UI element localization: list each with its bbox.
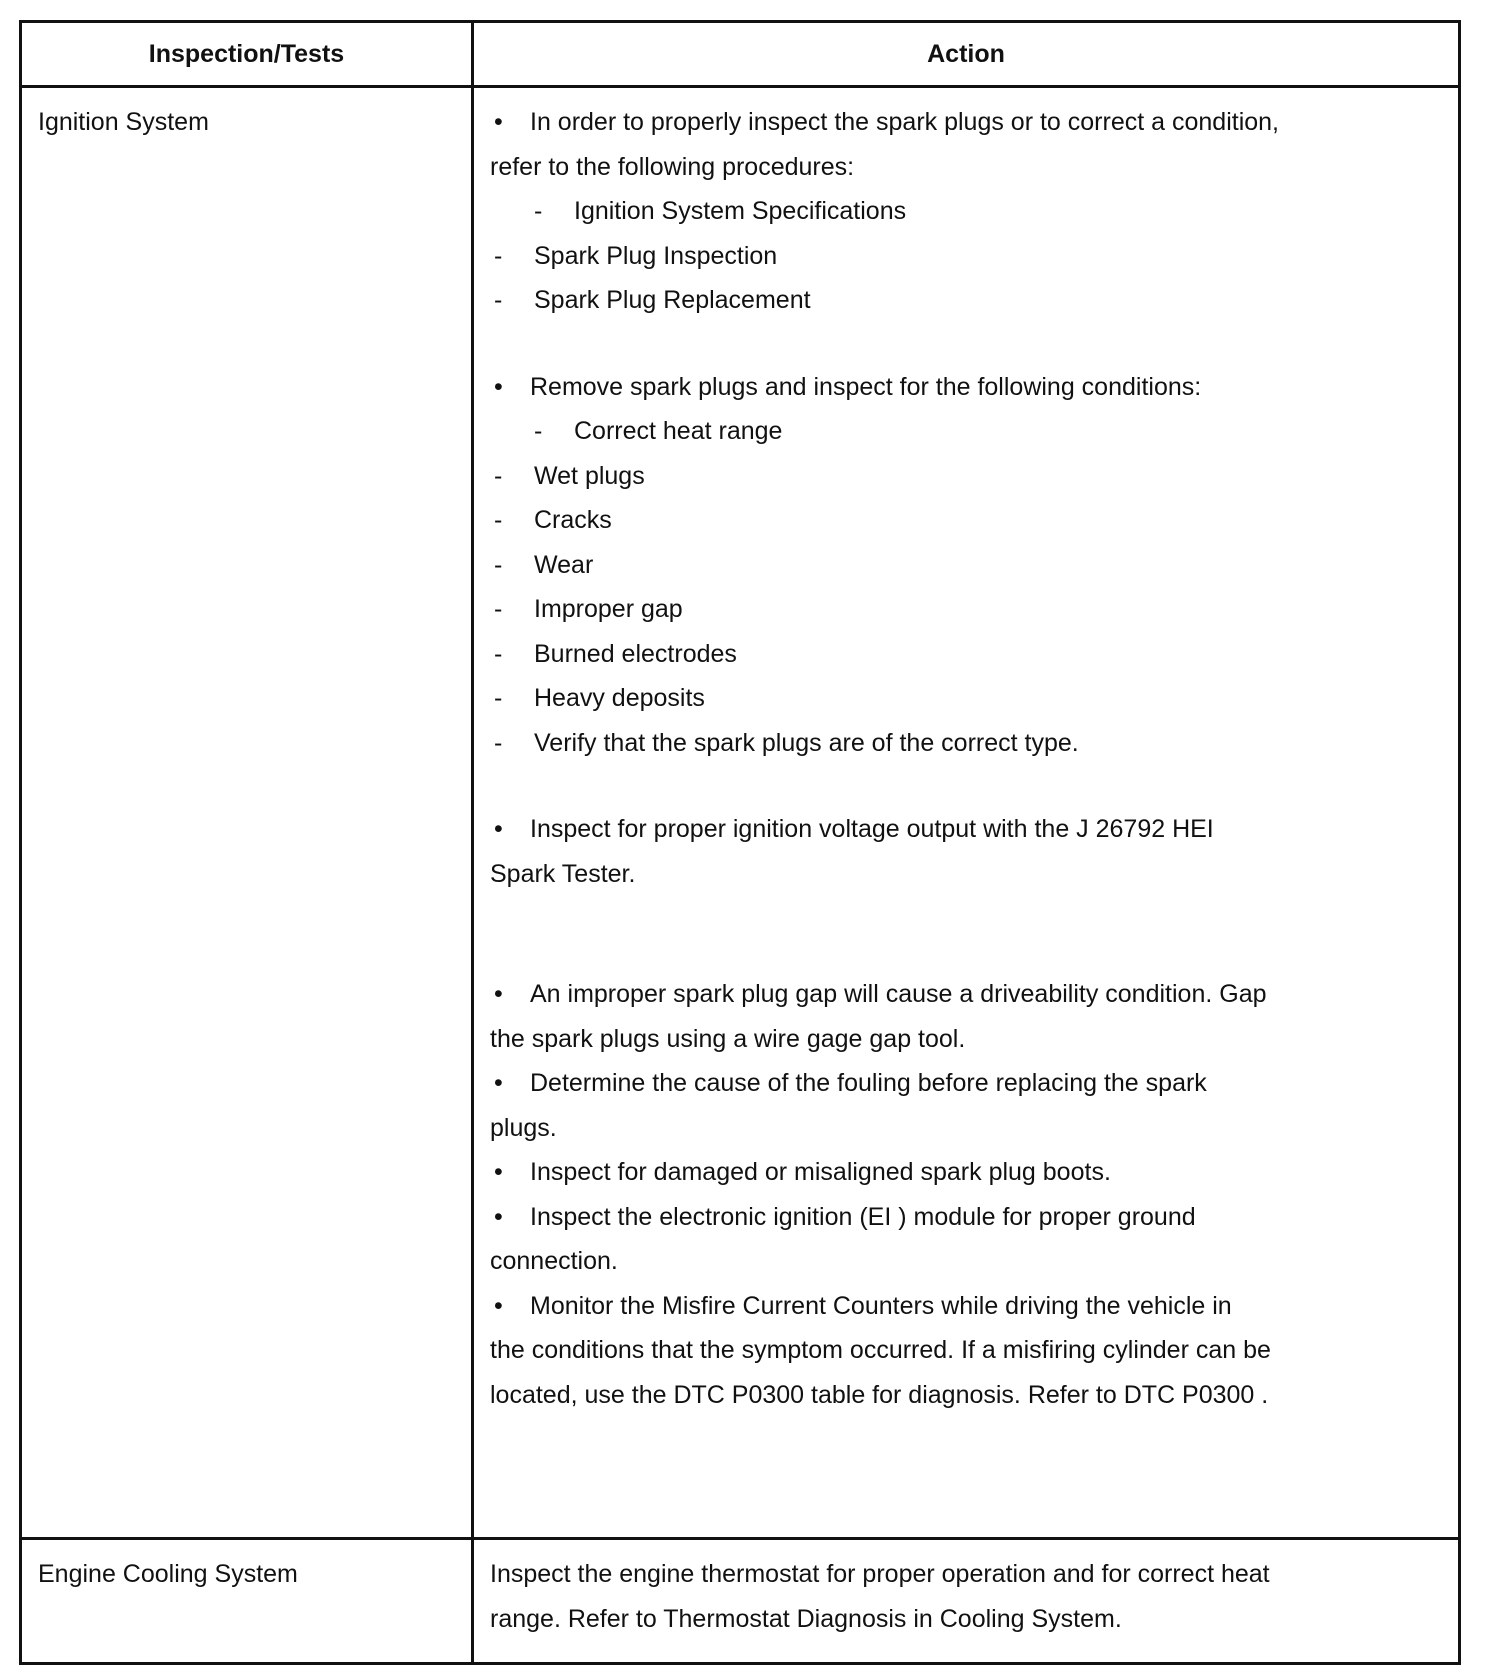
sub-item-text: Wear xyxy=(534,550,594,579)
bullet-text: Inspect for proper ignition voltage output with the J 26792 HEI xyxy=(530,815,1214,843)
sub-item-text: Improper gap xyxy=(534,595,683,623)
sub-item-text: Burned electrodes xyxy=(534,639,737,668)
sub-item-text: Wet plugs xyxy=(534,461,645,490)
bullet-glyph: • xyxy=(494,1158,503,1186)
bullet-glyph: • xyxy=(494,815,503,843)
bullet-text: Inspect for damaged or misaligned spark plug boots. xyxy=(530,1158,1111,1186)
sub-item xyxy=(490,409,1418,454)
bullet-glyph: • xyxy=(494,372,503,401)
cooling-actions xyxy=(473,1539,1460,1664)
sub-item xyxy=(490,676,1418,721)
sub-item xyxy=(490,498,1418,543)
bullet-glyph: • xyxy=(494,1291,503,1320)
ignition-label: Ignition System xyxy=(21,87,473,1539)
list-item xyxy=(490,1195,1418,1240)
sub-item xyxy=(490,587,1418,632)
sub-item xyxy=(490,234,1418,279)
sub-item-text: Heavy deposits xyxy=(534,684,705,712)
ignition-actions xyxy=(473,87,1460,1539)
list-item xyxy=(490,1284,1418,1329)
header-inspection: Inspection/Tests xyxy=(21,22,473,87)
sub-item-text: Ignition System Specifications xyxy=(574,197,907,225)
sub-item-text: Verify that the spark plugs are of the correct type. xyxy=(534,728,1079,757)
bullet-glyph: • xyxy=(494,1069,503,1097)
sub-item-text: Cracks xyxy=(534,506,612,534)
bullet-glyph: • xyxy=(494,108,503,136)
dash-glyph: - xyxy=(494,241,503,270)
dash-glyph: - xyxy=(494,506,503,534)
continuation-text: the spark plugs using a wire gage gap tool. xyxy=(490,1024,966,1053)
dash-glyph: - xyxy=(494,684,503,712)
dash-glyph: - xyxy=(534,417,543,445)
header-row xyxy=(21,22,1460,87)
list-item xyxy=(490,100,1418,145)
sub-item xyxy=(490,632,1418,677)
dash-glyph: - xyxy=(494,595,503,623)
cooling-text-line1: Inspect the engine thermostat for proper operation and for correct heat xyxy=(490,1560,1270,1588)
cooling-text-line2: range. Refer to Thermostat Diagnosis in Cooling System. xyxy=(490,1604,1122,1633)
list-item xyxy=(490,972,1418,1017)
table-row-ignition xyxy=(21,87,1460,1539)
list-item xyxy=(490,807,1418,852)
dash-glyph: - xyxy=(494,461,503,490)
cooling-label: Engine Cooling System xyxy=(21,1539,473,1664)
sub-item xyxy=(490,278,1418,323)
list-item xyxy=(490,1150,1418,1195)
bullet-text: In order to properly inspect the spark plugs or to correct a condition, xyxy=(530,108,1279,136)
dash-glyph: - xyxy=(494,550,503,579)
bullet-glyph: • xyxy=(494,980,503,1008)
sub-item-text: Correct heat range xyxy=(574,417,783,445)
dash-glyph: - xyxy=(534,197,543,225)
bullet-glyph: • xyxy=(494,1202,503,1231)
inspection-table xyxy=(19,20,1461,1665)
list-item xyxy=(490,1061,1418,1106)
sub-item xyxy=(490,721,1418,766)
sub-item-text: Spark Plug Inspection xyxy=(534,241,778,270)
bullet-text: Monitor the Misfire Current Counters while driving the vehicle in xyxy=(530,1291,1232,1320)
sub-item-text: Spark Plug Replacement xyxy=(534,286,811,314)
bullet-text: An improper spark plug gap will cause a driveability condition. Gap xyxy=(530,980,1267,1008)
sub-item xyxy=(490,454,1418,499)
sub-item xyxy=(490,543,1418,588)
continuation-text: refer to the following procedures: xyxy=(490,152,855,181)
dash-glyph: - xyxy=(494,728,503,757)
sub-item xyxy=(490,189,1418,234)
continuation-text: connection. xyxy=(490,1247,618,1275)
dash-glyph: - xyxy=(494,286,503,314)
list-item xyxy=(490,365,1418,410)
table-row-cooling xyxy=(21,1539,1460,1664)
continuation-text: Spark Tester. xyxy=(490,859,636,888)
continuation-text: plugs. xyxy=(490,1113,557,1142)
bullet-text: Inspect the electronic ignition (EI ) module for proper ground xyxy=(530,1202,1196,1231)
bullet-text: Remove spark plugs and inspect for the following conditions: xyxy=(530,372,1202,401)
dash-glyph: - xyxy=(494,639,503,668)
continuation-text: located, use the DTC P0300 table for diagnosis. Refer to DTC P0300 . xyxy=(490,1380,1269,1409)
bullet-text: Determine the cause of the fouling before replacing the spark xyxy=(530,1069,1207,1097)
header-action: Action xyxy=(473,22,1460,87)
continuation-text: the conditions that the symptom occurred. If a misfiring cylinder can be xyxy=(490,1336,1271,1364)
